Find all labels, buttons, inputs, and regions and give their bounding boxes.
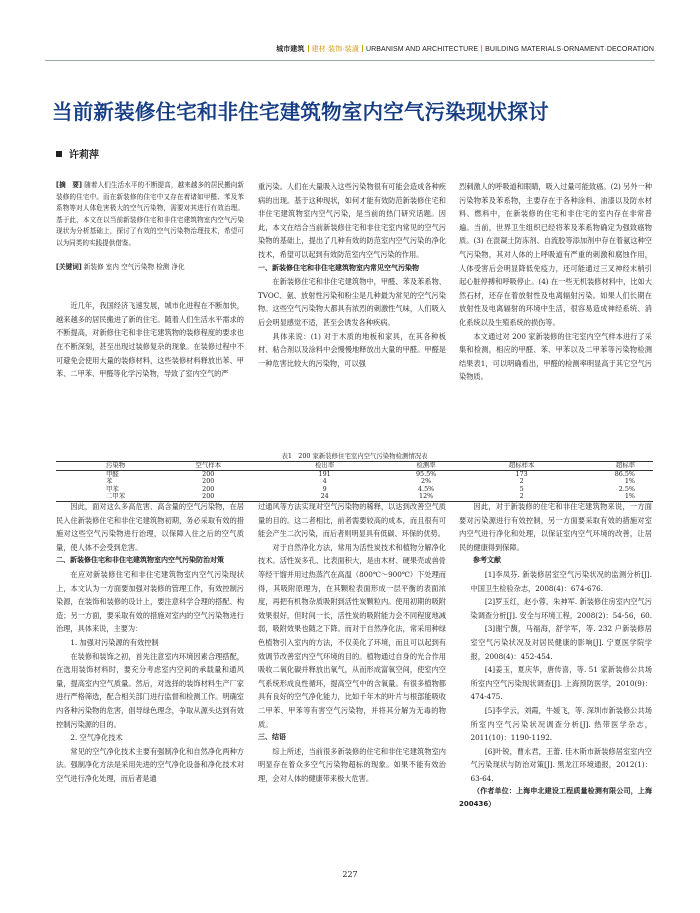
paragraph: 本文通过对 200 家新装修的住宅室内空气样本进行了采集和检测，相应的甲醛、苯、甲苯以及二甲苯等污染物检测结果表1，可以明确看出，甲醛的检测率明显高于其它空气污染物质。 <box>459 331 652 382</box>
column-header: 超标率 <box>615 461 635 469</box>
references-heading: 参考文献 <box>473 556 501 565</box>
reference-item: [2]罗玉红，赵小蓉，朱神军. 新装修住房室内空气污染调查分析[J]. 安全与环境工程，2008(2)：54-56，60. <box>470 597 653 620</box>
table-cell: 1% <box>624 477 635 486</box>
abstract <box>56 180 244 250</box>
data-table <box>56 461 653 502</box>
table-row <box>56 470 653 478</box>
table-cell: 2.5% <box>618 484 635 493</box>
subheading-1: 1. 加强对污染源的有效控制 <box>70 637 159 647</box>
column-2-upper <box>258 180 446 370</box>
reference-item: [5]李学云，刘霞，牛媛飞，等. 深圳市新装修公共场所室内空气污染状况调查分析[J]. 热带医学杂志，2011(10)：1190-1192. <box>470 705 652 743</box>
table-cell: 24 <box>320 492 329 501</box>
table-cell: 191 <box>318 469 331 478</box>
header-divider <box>362 45 363 52</box>
table-cell: 200 <box>202 492 215 501</box>
section-name: 建材·装饰·装潢 <box>311 46 359 53</box>
column-3-upper <box>459 180 652 384</box>
section-heading-2: 二、新装修住宅和非住宅建筑物室内空气污染防治对策 <box>56 556 224 565</box>
header-divider <box>308 45 309 52</box>
table-header-row <box>56 462 653 471</box>
journal-name: 城市建筑 <box>276 46 305 53</box>
table-cell: 2 <box>519 477 524 486</box>
section-english-name: BUILDING MATERIALS·ORNAMENT·DECORATION <box>485 46 654 53</box>
table-cell: 二甲苯 <box>106 492 126 501</box>
paragraph: 烈刺激人的呼吸道和眼睛，吸入过量可能致癌。(2) 另外一种污染物苯及苯系物，主要存在于各种涂料、油漆以及防水材料、燃料中，在新装修的住宅和非住宅的室内存在非常普遍。当前，世界卫生组织已经将苯及苯系物确定为强致癌物质。(3) 在混凝土防冻剂、自流胶等添加剂中存在着氨这种空气污染物，其对人体的上呼吸道有严重的刺激和腐蚀作用，人体受害后会明显降低免疫力，还可能通过三叉神经末梢引起心脏停搏和呼吸停止。(4) 在一些无机装修材料中，比如大然石材，还存在着放射性及电离辐射污染。如果人们长期在放射性及电离辐射的环境中生活，很容易造成神经系统、消化系统以及生殖系统的损伤等。 <box>459 182 652 327</box>
paragraph: 近几年，我国经济飞速发展，城市化进程在不断加快，越来越多的居民搬进了新的住宅。随着人们生活水平需求的不断提高，对新修住宅和非住宅建筑物的装修程度的要求也在不断深刻，甚至出现过装修复杂的现象。在装修过程中不可避免会使用大量的装修材料，这些装修材料释放出苯、甲苯、二甲苯、甲醛等化学污染物，导致了室内空气的严 <box>56 301 244 379</box>
journal-english-name: URBANISM AND ARCHITECTURE <box>365 46 479 53</box>
reference-item: [6]叶锐，曹永君，王蕾. 佳木斯市新装修居室室内空气污染现状与防治对策[J]. 黑龙江环境通报，2012(1)：63-64. <box>470 746 652 783</box>
author-line <box>56 146 99 161</box>
abstract-label: [摘 要] <box>56 181 83 189</box>
section-heading-3: 三、结语 <box>258 733 286 742</box>
table-cell: 12% <box>419 492 434 501</box>
table-cell: 甲苯 <box>106 484 119 493</box>
column-header: 检出率 <box>315 461 335 469</box>
table-cell: 2 <box>519 492 524 501</box>
paragraph: 因此，对于新装修的住宅和非住宅建筑物来说，一方面要对污染源进行有效控制，另一方面要采取有效的措施对室内空气进行净化和处理，以保证室内空气环境的改善，让居民的健康得到保障。 <box>459 502 652 552</box>
column-header: 超标样本 <box>508 461 535 469</box>
column-header: 空气样本 <box>195 461 221 469</box>
table-cell: 1% <box>624 492 635 501</box>
column-1-upper <box>56 180 244 381</box>
column-2-lower <box>258 500 446 785</box>
table-cell: 200 <box>202 484 215 493</box>
paragraph: 重污染。人们在大量吸入这些污染物很有可能会造成各种疾病的出现。基于这种现状，如何才能有效防范新装修住宅和非住宅建筑物室内空气污染，是当前的热门研究话题。因此，本文在结合当前新装修住宅和非住宅室内常见的空气污染物的基础上，提出了几种有效的防范室内空气污染的净化技术，希望可以起到有效防范室内空气污染的作用。 <box>258 182 446 259</box>
reference-item: [3]谢宁馥，马福海，舒学军，等. 232 户新装修居室空气污染状况及对居民健康的影响[J]. 宁夏医学院学报，2008(4)：452-454. <box>470 624 652 661</box>
author-affiliation: （作者单位：上海申北建设工程质量检测有限公司，上海 200436） <box>459 787 659 809</box>
table-row <box>56 478 653 486</box>
reference-item: [4]姜玉，夏庆华，唐传喜，等. 51 家新装修公共场所室内空气污染现状调查[J]. 上海预防医学，2010(9)：474-475. <box>470 665 652 702</box>
table-cell: 苯 <box>106 477 113 486</box>
paragraph: 在装修和装饰之初，首先注意室内环境因素合理搭配，在选用装饰材料时，要充分考虑室内空间的承载量和通风量，提高室内空气质量。然后，对选择的装饰材料生产厂家进行严格筛选，配合相关部门进行监督和检测工作。明确室内各种污染物的危害，倡导绿色理念，争取从源头达到有效控制污染源的目的。 <box>56 651 244 729</box>
paragraph: 因此，面对这么多高危害、高含量的空气污染物，在居民入住新装修住宅和非住宅建筑物初期，务必采取有效的措施对这些空气污染物进行治理，以保障入住之后的空气质量，使人体不会受到危害。 <box>56 502 244 552</box>
table-cell: 9 <box>322 484 327 493</box>
table-cell: 200 <box>202 469 215 478</box>
column-header: 检测率 <box>416 461 436 469</box>
column-header: 污染物 <box>106 461 126 469</box>
paragraph: 常见的空气净化技术主要有强制净化和自然净化两种方法。强制净化方法是采用先进的空气净化设备和净化技术对空气进行净化处理，而后者是通 <box>56 746 244 783</box>
reference-item: [1]李凤芬. 新装修居室空气污染状况的监测分析[J]. 中国卫生检验杂志，2008(4)：674-676. <box>470 569 652 593</box>
paragraph: 具体来说：(1) 对于木质的地板和家具，在其各种板材、粘合剂以及涂料中会慢慢地释放出大量的甲醛。甲醛是一种危害比较大的污染物，可以强 <box>258 331 446 368</box>
square-bullet-icon <box>56 151 62 157</box>
header-divider <box>481 45 482 52</box>
table-cell: 2% <box>421 477 432 486</box>
section-heading-1: 一、新装修住宅和非住宅建筑物室内常见空气污染物 <box>258 263 419 272</box>
paragraph: 过通风等方法实现对空气污染物的稀释，以达到改善空气质量的目的。这二者相比，前者需要较高的成本，而且很有可能会产生二次污染，而后者则明显具有低碳、环保的优势。 <box>258 502 446 539</box>
pollutant-table <box>56 451 653 502</box>
column-3-lower <box>459 500 659 811</box>
table-caption: 表1 200 家新装修住宅室内空气污染物检测情况表 <box>281 452 428 460</box>
keywords-text: 新装修 室内 空气污染物 检测 净化 <box>83 262 185 271</box>
keywords <box>56 262 244 274</box>
running-header <box>214 44 654 54</box>
author-name: 许莉萍 <box>69 150 99 161</box>
keywords-label: [关键词] <box>56 262 82 271</box>
column-1-lower <box>56 500 244 785</box>
table-cell: 4.5% <box>417 484 435 493</box>
table-cell: 甲醛 <box>106 469 119 478</box>
subheading-2: 2. 空气净化技术 <box>70 733 123 743</box>
table-cell: 173 <box>515 469 528 478</box>
table-cell: 200 <box>202 477 215 486</box>
table-row <box>56 486 653 494</box>
table-cell: 95.5% <box>415 469 437 478</box>
paragraph: 在应对新装修住宅和非住宅建筑物室内空气污染现状上，本文认为一方面要加强对装修的管理工作，有效控制污染源，在装饰和装修的设计上，要注意科学合理的搭配、构造；另一方面，要采取有效的措施对室内的空气污染物进行治理，具体来说，主要为： <box>56 569 244 634</box>
paragraph: 综上所述，当前很多新装修的住宅和非住宅建筑物室内明显存在着众多空气污染物超标的现象。如果不能有效治理，会对人体的健康带来极大危害。 <box>258 746 446 783</box>
paragraph: 在新装修住宅和非住宅建筑物中，甲醛、苯及苯系物、TVOC、氨、放射性污染和粉尘是几种最为常见的空气污染物。这些空气污染物大都具有浓烈的刺激性气味，人们吸入后会明显感觉不适，甚至会诱发各种疾病。 <box>258 277 446 327</box>
article-title: 当前新装修住宅和非住宅建筑物室内空气污染现状探讨 <box>52 100 549 124</box>
table-cell: 86.5% <box>614 469 635 478</box>
table-cell: 4 <box>322 477 327 486</box>
abstract-text: 随着人们生活水平的不断提高，越来越多的居民搬向新装修的住宅中。而在新装修的住宅中又存在着诸如甲醛、苯及苯系物等对人体危害极大的空气污染物，需要对其进行有效治理。基于此，本文在以当前新装修住宅和非住宅建筑物室内空气污染现状为分析基础上，探讨了有效的空气污染物治理技术，希望可以为同类的实践提供借鉴。 <box>56 181 245 247</box>
table-cell: 5 <box>519 484 524 493</box>
page-number: 227 <box>342 870 358 879</box>
paragraph: 对于自然净化方法，常用为活性炭技术和植物分解净化技术。活性炭多孔、比表面积大，是由木材、硬果壳或兽骨等经干馏并用过热蒸汽在高温（800℃～900℃）下处理而得，其吸附原理为，在其颗粒表面形成一层平衡的表面浓度，再把有机物杂质吸附到活性炭颗粒内。使用初期的吸附效果很好，但时间一长，活性炭的吸附能力会不同程度地减弱，吸附效果也随之下降。而对于自然净化法，常采用种绿色植物引入室内的方法，不仅美化了环境，而且可以起到有效调节改善室内空气环境的目的。植物通过自身的光合作用吸收二氧化碳并释放出氧气，从而形成富氧空间，使室内空气系统形成良性循环，提高空气中的含氧量。有很多植物都具有良好的空气净化能力，比如千年木的叶片与根部能吸收二甲苯、甲苯等有害空气污染物，并将其分解为无毒的物质。 <box>258 542 446 729</box>
header-rule <box>45 60 655 61</box>
